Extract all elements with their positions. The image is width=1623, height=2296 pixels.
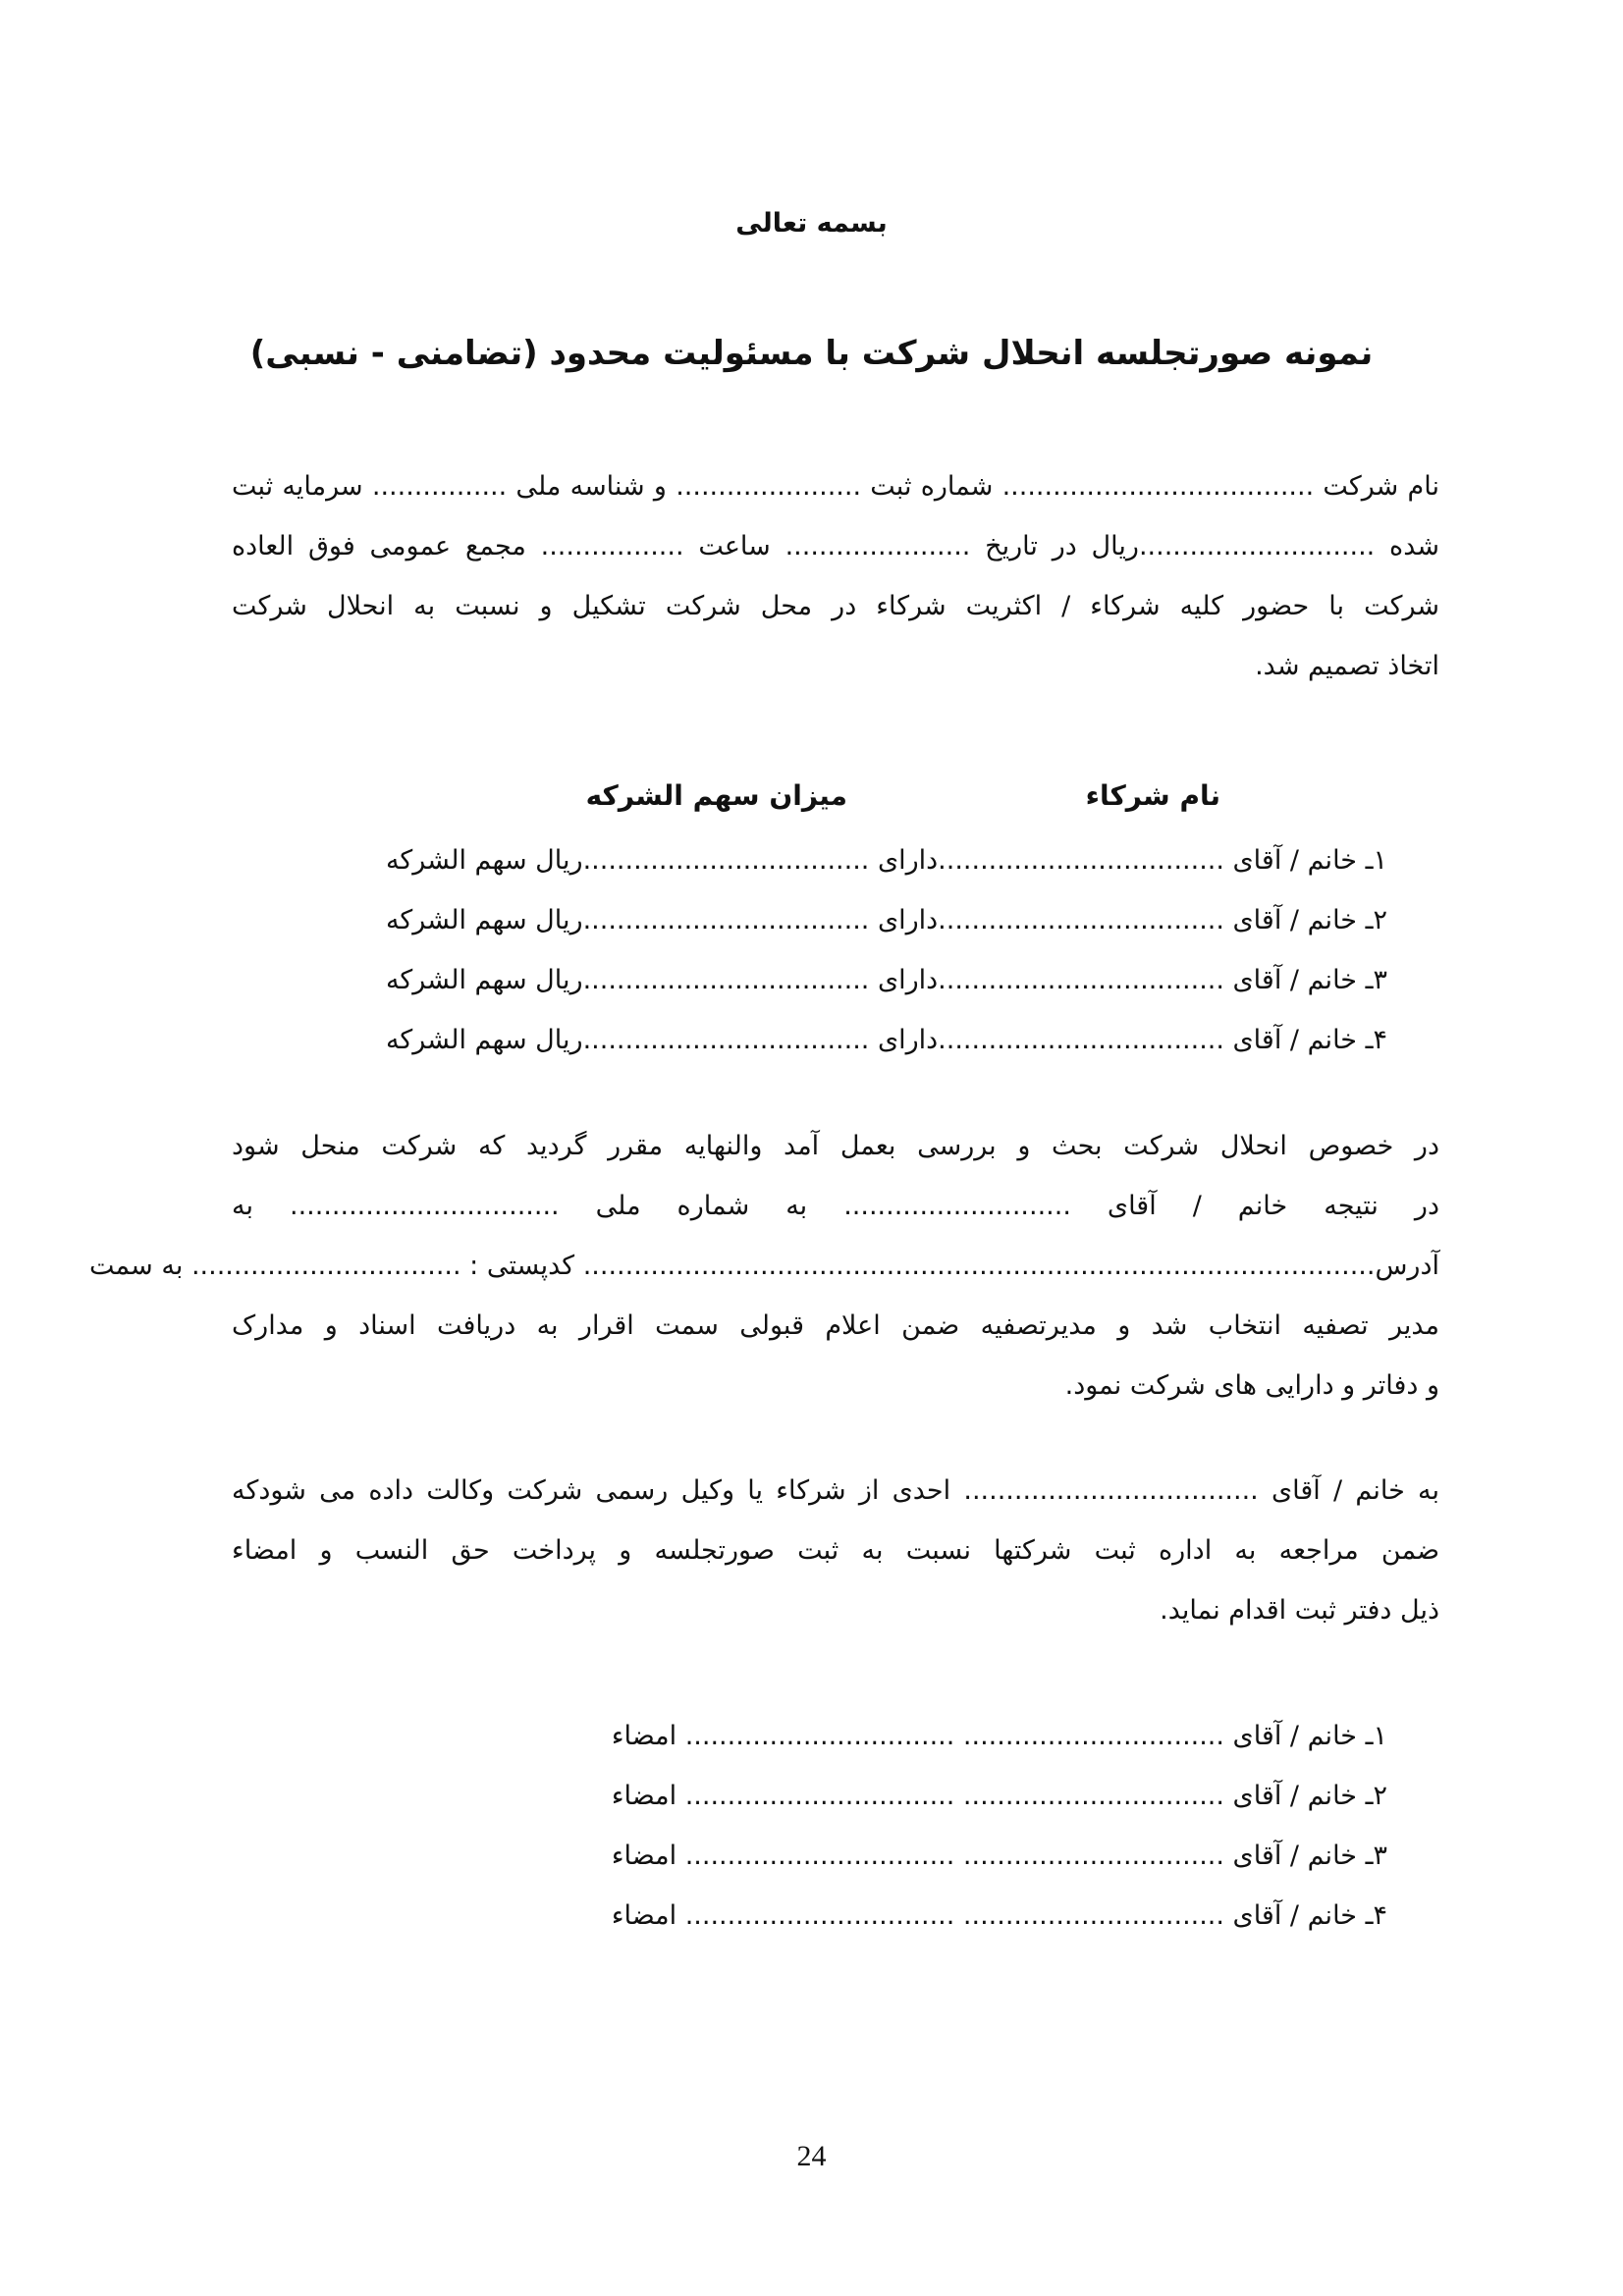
power-of-attorney-paragraph <box>232 1461 1439 1640</box>
signature-row: ۴ـ خانم / آقای ............................... ................................ امضاء <box>611 1900 1387 1931</box>
bismillah-heading: بسمه تعالی <box>735 208 888 239</box>
paragraph-line: آدرس.............................................................................................. کدپستی : ................................ به سمت <box>89 1251 1439 1281</box>
partner-row: ۳ـ خانم / آقای ..................................دارای ..................................ریال سهم الشرکه <box>385 965 1387 995</box>
signature-row: ۲ـ خانم / آقای ............................... ................................ امضاء <box>611 1781 1387 1811</box>
paragraph-line: در نتیجه خانم / آقای ........................... به شماره ملی ................................ به <box>232 1191 1439 1221</box>
partners-name-header: نام شرکاء <box>1085 779 1220 812</box>
paragraph-line: نام شرکت ..................................... شماره ثبت ...................... و شناسه ملی ................ سرمایه ثبت <box>232 471 1439 502</box>
signatures-list <box>612 1706 1387 1946</box>
partners-share-header: میزان سهم الشرکه <box>585 779 847 812</box>
paragraph-line: ذیل دفتر ثبت اقدام نماید. <box>1160 1595 1439 1626</box>
paragraph-line: شده ............................ریال در تاریخ ...................... ساعت ................. مجمع عمومی فوق العاده <box>232 531 1439 561</box>
paragraph-line: ضمن مراجعه به اداره ثبت شرکتها نسبت به ثبت صورتجلسه و پرداخت حق النسب و امضاء <box>232 1535 1439 1566</box>
signature-row: ۱ـ خانم / آقای ............................... ................................ امضاء <box>611 1721 1387 1751</box>
partner-row: ۲ـ خانم / آقای ..................................دارای ..................................ریال سهم الشرکه <box>385 905 1387 935</box>
paragraph-line: در خصوص انحلال شرکت بحث و بررسی بعمل آمد والنهایه مقرر گردید که شرکت منحل شود <box>232 1131 1439 1161</box>
partner-row: ۱ـ خانم / آقای ..................................دارای ..................................ریال سهم الشرکه <box>385 845 1387 876</box>
paragraph-line: اتخاذ تصمیم شد. <box>1255 651 1439 681</box>
intro-paragraph <box>232 456 1439 696</box>
page-number: 24 <box>796 2140 827 2172</box>
paragraph-line: مدیر تصفیه انتخاب شد و مدیرتصفیه ضمن اعلام قبولی سمت اقرار به دریافت اسناد و مدارک <box>232 1310 1439 1341</box>
signature-row: ۳ـ خانم / آقای ............................... ................................ امضاء <box>611 1841 1387 1871</box>
document-title: نمونه صورتجلسه انحلال شرکت با مسئولیت محدود (تضامنی - نسبی) <box>249 334 1374 373</box>
partner-row: ۴ـ خانم / آقای ..................................دارای ..................................ریال سهم الشرکه <box>385 1025 1387 1055</box>
paragraph-line: شرکت با حضور کلیه شرکاء / اکثریت شرکاء در محل شرکت تشکیل و نسبت به انحلال شرکت <box>232 591 1439 621</box>
liquidation-paragraph <box>89 1116 1439 1415</box>
partners-list <box>386 830 1387 1070</box>
paragraph-line: به خانم / آقای ................................... احدی از شرکاء یا وکیل رسمی شرکت وکالت داده می شودکه <box>232 1475 1439 1506</box>
paragraph-line: و دفاتر و دارایی های شرکت نمود. <box>1064 1370 1439 1401</box>
